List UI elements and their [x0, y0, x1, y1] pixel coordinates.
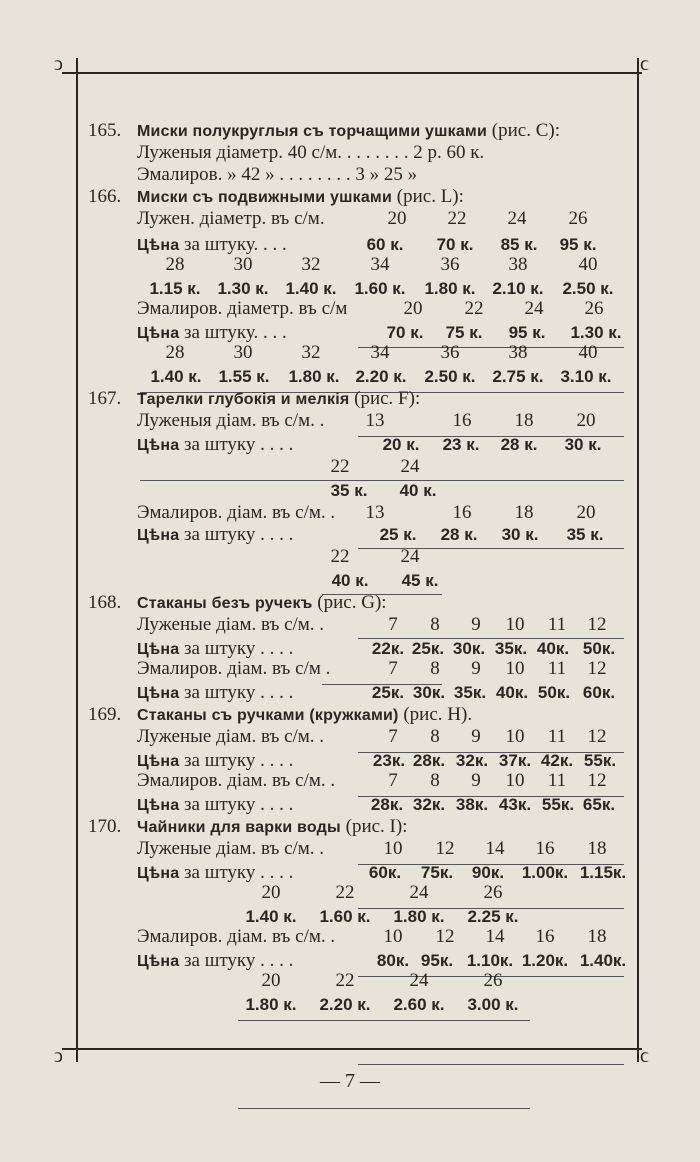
price-cell: 65к. [582, 795, 616, 814]
price-cell: 1.30 к. [217, 279, 269, 298]
frame-bottom-rule [62, 1048, 642, 1050]
diameter-cell: 13 [365, 502, 385, 523]
price-cell: 22к. [371, 639, 405, 658]
diameter-cell: 32 [301, 342, 321, 363]
price-label-rest: за штуку . . . . [184, 682, 294, 703]
diameter-cell: 8 [430, 770, 440, 791]
price-cell: 75к. [420, 863, 454, 882]
price-cell: 40к. [536, 639, 570, 658]
diameter-cell: 12 [587, 726, 607, 747]
page-number: — 7 — [320, 1070, 380, 1092]
diameter-cell: 12 [435, 838, 455, 859]
price-cell: 1.60 к. [319, 907, 371, 926]
diameter-cell: 12 [435, 926, 455, 947]
price-label: Цѣна [137, 641, 180, 658]
figure-ref: (рис. L): [396, 186, 464, 207]
row-label: Эмалиров. діаметр. въ с/м [137, 298, 348, 319]
price-label-rest: за штуку . . . . [184, 950, 294, 971]
price-cell: 80к. [376, 951, 410, 970]
item-number: 170. [88, 816, 122, 837]
diameter-cell: 20 [403, 298, 423, 319]
price-label-rest: за штуку . . . . [184, 862, 294, 883]
diameter-cell: 34 [370, 254, 390, 275]
table-rule [238, 1020, 530, 1021]
diameter-cell: 38 [508, 254, 528, 275]
diameter-cell: 30 [233, 342, 253, 363]
price-cell: 60к. [582, 683, 616, 702]
price-cell: 2.60 к. [393, 995, 445, 1014]
diameter-cell: 16 [535, 926, 555, 947]
price-cell: 35к. [494, 639, 528, 658]
price-cell: 1.40 к. [245, 907, 297, 926]
price-line: Эмалиров. » 42 » . . . . . . . . 3 » 25 » [137, 164, 418, 185]
price-label-rest: за штуку . . . . [184, 524, 294, 545]
diameter-cell: 38 [508, 342, 528, 363]
price-cell: 50к. [537, 683, 571, 702]
price-cell: 3.10 к. [560, 367, 612, 386]
diameter-cell: 11 [547, 726, 567, 747]
diameter-cell: 10 [383, 838, 403, 859]
price-cell: 23к. [372, 751, 406, 770]
price-cell: 1.40 к. [285, 279, 337, 298]
diameter-cell: 24 [400, 546, 420, 567]
diameter-cell: 9 [471, 770, 481, 791]
diameter-cell: 18 [514, 410, 534, 431]
diameter-cell: 40 [578, 342, 598, 363]
figure-ref: (рис. C): [491, 120, 560, 141]
diameter-cell: 24 [507, 208, 527, 229]
table-rule [238, 1108, 530, 1109]
frame-right-rule [637, 58, 639, 1062]
price-cell: 85 к. [500, 235, 538, 254]
price-cell: 90к. [471, 863, 505, 882]
diameter-cell: 20 [261, 882, 281, 903]
price-cell: 30к. [452, 639, 486, 658]
price-label: Цѣна [137, 685, 180, 702]
price-cell: 38к. [455, 795, 489, 814]
diameter-cell: 14 [485, 838, 505, 859]
price-cell: 1.80 к. [393, 907, 445, 926]
diameter-cell: 10 [505, 658, 525, 679]
price-cell: 28 к. [500, 435, 538, 454]
diameter-cell: 32 [301, 254, 321, 275]
diameter-cell: 7 [388, 726, 398, 747]
diameter-cell: 20 [576, 410, 596, 431]
price-cell: 3.00 к. [467, 995, 519, 1014]
diameter-cell: 11 [547, 658, 567, 679]
price-cell: 50к. [582, 639, 616, 658]
price-cell: 25к. [411, 639, 445, 658]
price-cell: 1.40к. [579, 951, 627, 970]
diameter-cell: 18 [587, 926, 607, 947]
row-label: Эмалиров. діам. въ с/м. . [137, 770, 336, 791]
diameter-cell: 20 [387, 208, 407, 229]
diameter-cell: 28 [165, 342, 185, 363]
diameter-cell: 8 [430, 614, 440, 635]
frame-left-rule [76, 58, 78, 1062]
diameter-cell: 7 [388, 770, 398, 791]
diameter-cell: 22 [330, 546, 350, 567]
diameter-cell: 9 [471, 614, 481, 635]
price-label: Цѣна [137, 527, 180, 544]
diameter-cell: 24 [524, 298, 544, 319]
price-cell: 1.80 к. [245, 995, 297, 1014]
price-cell: 37к. [498, 751, 532, 770]
price-cell: 60 к. [366, 235, 404, 254]
price-cell: 32к. [412, 795, 446, 814]
price-cell: 42к. [540, 751, 574, 770]
row-label: Луженые діам. въ с/м. . [137, 614, 325, 635]
price-cell: 2.50 к. [424, 367, 476, 386]
price-cell: 25 к. [379, 525, 417, 544]
price-label: Цѣна [137, 325, 180, 342]
price-cell: 1.80 к. [424, 279, 476, 298]
diameter-cell: 12 [587, 658, 607, 679]
diameter-cell: 8 [430, 658, 440, 679]
price-cell: 55к. [583, 751, 617, 770]
price-label: Цѣна [137, 953, 180, 970]
price-cell: 2.50 к. [562, 279, 614, 298]
price-cell: 95 к. [508, 323, 546, 342]
price-cell: 95 к. [559, 235, 597, 254]
diameter-cell: 24 [409, 882, 429, 903]
price-label-rest: за штуку. . . . [184, 322, 287, 343]
diameter-cell: 36 [440, 342, 460, 363]
price-line: Луженыя діаметр. 40 с/м. . . . . . . . 2 р. 60 к. [137, 142, 485, 163]
diameter-cell: 18 [587, 838, 607, 859]
diameter-cell: 7 [388, 658, 398, 679]
corner-ornament-icon: ↄ [54, 53, 63, 75]
price-cell: 25к. [371, 683, 405, 702]
price-cell: 55к. [541, 795, 575, 814]
item-number: 167. [88, 388, 122, 409]
price-cell: 28к. [412, 751, 446, 770]
price-cell: 35к. [453, 683, 487, 702]
price-cell: 1.00к. [521, 863, 569, 882]
diameter-cell: 30 [233, 254, 253, 275]
price-cell: 1.20к. [521, 951, 569, 970]
price-cell: 70 к. [386, 323, 424, 342]
figure-ref: (рис. H). [403, 704, 473, 725]
price-cell: 28 к. [440, 525, 478, 544]
price-label: Цѣна [137, 437, 180, 454]
corner-ornament-icon: ↄ [54, 1045, 63, 1067]
row-label: Луженые діам. въ с/м. . [137, 838, 325, 859]
diameter-cell: 20 [576, 502, 596, 523]
price-label-rest: за штуку . . . . [184, 750, 294, 771]
price-cell: 30к. [412, 683, 446, 702]
price-cell: 30 к. [501, 525, 539, 544]
item-title: Стаканы безъ ручекъ [137, 595, 313, 612]
diameter-cell: 22 [330, 456, 350, 477]
figure-ref: (рис. G): [317, 592, 387, 613]
frame-top-rule [62, 72, 642, 74]
price-cell: 2.75 к. [492, 367, 544, 386]
price-cell: 1.80 к. [288, 367, 340, 386]
row-label: Луженые діам. въ с/м. . [137, 726, 325, 747]
price-cell: 1.55 к. [218, 367, 270, 386]
diameter-cell: 10 [383, 926, 403, 947]
price-label-rest: за штуку. . . . [184, 234, 287, 255]
price-label: Цѣна [137, 753, 180, 770]
row-label: Эмалиров. діам. въ с/м. . [137, 502, 336, 523]
price-cell: 1.10к. [466, 951, 514, 970]
price-cell: 23 к. [442, 435, 480, 454]
diameter-cell: 9 [471, 726, 481, 747]
row-label: Эмалиров. діам. въ с/м . [137, 658, 331, 679]
diameter-cell: 20 [261, 970, 281, 991]
price-cell: 1.60 к. [354, 279, 406, 298]
diameter-cell: 10 [505, 770, 525, 791]
diameter-cell: 22 [335, 882, 355, 903]
diameter-cell: 12 [587, 614, 607, 635]
price-cell: 70 к. [436, 235, 474, 254]
item-number: 168. [88, 592, 122, 613]
diameter-cell: 16 [452, 502, 472, 523]
diameter-cell: 28 [165, 254, 185, 275]
diameter-cell: 40 [578, 254, 598, 275]
diameter-cell: 14 [485, 926, 505, 947]
diameter-cell: 18 [514, 502, 534, 523]
diameter-cell: 11 [547, 614, 567, 635]
diameter-cell: 26 [584, 298, 604, 319]
item-title: Миски полукруглыя съ торчащими ушками [137, 123, 488, 140]
price-cell: 1.40 к. [150, 367, 202, 386]
diameter-cell: 26 [483, 970, 503, 991]
price-cell: 40 к. [331, 571, 369, 590]
price-cell: 2.20 к. [319, 995, 371, 1014]
price-cell: 60к. [368, 863, 402, 882]
price-cell: 75 к. [445, 323, 483, 342]
price-label: Цѣна [137, 865, 180, 882]
item-number: 166. [88, 186, 122, 207]
item-title: Стаканы съ ручками (кружками) [137, 707, 399, 724]
price-label-rest: за штуку . . . . [184, 638, 294, 659]
diameter-cell: 24 [409, 970, 429, 991]
price-cell: 2.10 к. [492, 279, 544, 298]
item-number: 165. [88, 120, 122, 141]
item-title: Миски съ подвижными ушками [137, 189, 393, 206]
price-cell: 1.15 к. [149, 279, 201, 298]
price-cell: 30 к. [564, 435, 602, 454]
price-cell: 45 к. [401, 571, 439, 590]
price-cell: 40 к. [399, 481, 437, 500]
diameter-cell: 22 [464, 298, 484, 319]
diameter-cell: 16 [452, 410, 472, 431]
price-cell: 40к. [495, 683, 529, 702]
diameter-cell: 26 [568, 208, 588, 229]
table-rule [140, 480, 624, 481]
row-label: Лужен. діаметр. въ с/м. [137, 208, 325, 229]
price-cell: 32к. [455, 751, 489, 770]
corner-ornament-icon: ↄ [640, 53, 649, 75]
price-cell: 2.20 к. [355, 367, 407, 386]
diameter-cell: 22 [447, 208, 467, 229]
price-cell: 43к. [498, 795, 532, 814]
diameter-cell: 36 [440, 254, 460, 275]
row-label: Луженыя діам. въ с/м. . [137, 410, 325, 431]
price-cell: 35 к. [330, 481, 368, 500]
price-label-rest: за штуку . . . . [184, 794, 294, 815]
price-cell: 2.25 к. [467, 907, 519, 926]
item-title: Чайники для варки воды [137, 819, 341, 836]
corner-ornament-icon: ↄ [640, 1045, 649, 1067]
diameter-cell: 9 [471, 658, 481, 679]
price-cell: 28к. [370, 795, 404, 814]
price-cell: 95к. [420, 951, 454, 970]
figure-ref: (рис. F): [354, 388, 421, 409]
item-number: 169. [88, 704, 122, 725]
figure-ref: (рис. I): [345, 816, 408, 837]
diameter-cell: 8 [430, 726, 440, 747]
diameter-cell: 34 [370, 342, 390, 363]
table-rule [358, 1064, 624, 1065]
diameter-cell: 22 [335, 970, 355, 991]
price-label: Цѣна [137, 797, 180, 814]
diameter-cell: 10 [505, 726, 525, 747]
diameter-cell: 13 [365, 410, 385, 431]
price-cell: 1.30 к. [570, 323, 622, 342]
price-cell: 1.15к. [579, 863, 627, 882]
price-cell: 35 к. [566, 525, 604, 544]
diameter-cell: 12 [587, 770, 607, 791]
diameter-cell: 7 [388, 614, 398, 635]
diameter-cell: 16 [535, 838, 555, 859]
price-cell: 20 к. [382, 435, 420, 454]
diameter-cell: 10 [505, 614, 525, 635]
price-label-rest: за штуку . . . . [184, 434, 294, 455]
diameter-cell: 11 [547, 770, 567, 791]
item-title: Тарелки глубокія и мелкія [137, 391, 350, 408]
price-label: Цѣна [137, 237, 180, 254]
diameter-cell: 26 [483, 882, 503, 903]
row-label: Эмалиров. діам. въ с/м. . [137, 926, 336, 947]
diameter-cell: 24 [400, 456, 420, 477]
